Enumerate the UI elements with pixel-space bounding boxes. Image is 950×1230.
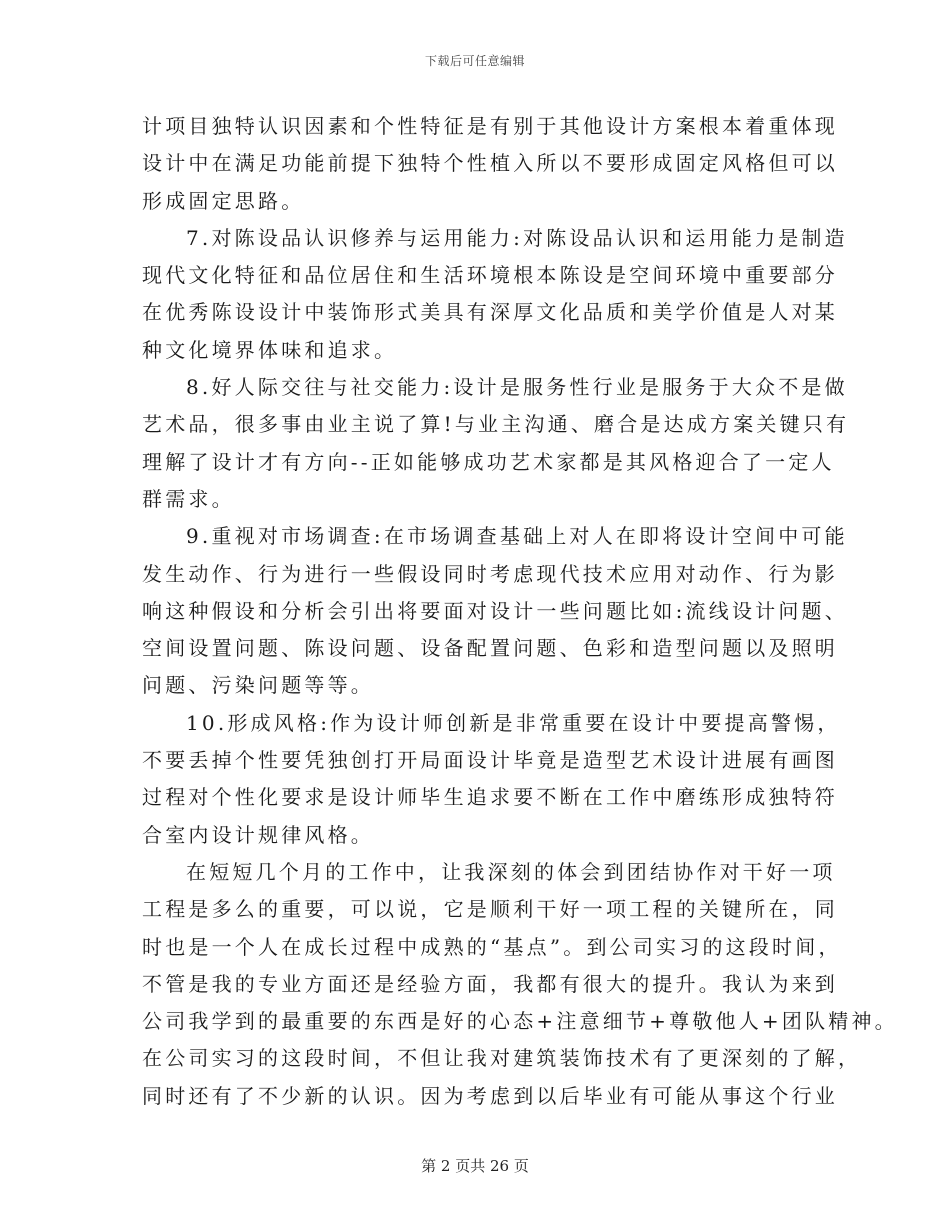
text-line: 不管是我的专业方面还是经验方面，我都有很大的提升。我认为来到 [142, 971, 838, 996]
text-line: 艺术品，很多事由业主说了算!与业主沟通、磨合是达成方案关键只有 [142, 412, 850, 437]
text-line: 工程是多么的重要，可以说，它是顺利干好一项工程的关键所在，同 [142, 897, 838, 922]
text-line: 现代文化特征和品位居住和生活环境根本陈设是空间环境中重要部分 [142, 263, 838, 288]
text-line: 时也是一个人在成长过程中成熟的“基点”。到公司实习的这段时间， [142, 934, 842, 959]
text-line: 合室内设计规律风格。 [142, 822, 374, 847]
text-line: 群需求。 [142, 486, 235, 511]
text-line: 响这种假设和分析会引出将要面对设计一些问题比如:流线设计问题、 [142, 598, 848, 623]
paragraph-start-line: 10.形成风格:作为设计师创新是非常重要在设计中要提高警惕， [186, 710, 841, 735]
text-line: 过程对个性化要求是设计师毕生追求要不断在工作中磨练形成独特符 [142, 785, 838, 810]
text-line: 公司我学到的最重要的东西是好的心态+注意细节+尊敬他人+团队精神。 [142, 1009, 898, 1034]
paragraph-start-line: 8.好人际交往与社交能力:设计是服务性行业是服务于大众不是做 [186, 375, 848, 400]
text-line: 发生动作、行为进行一些假设同时考虑现代技术应用对动作、行为影 [142, 561, 838, 586]
text-line: 问题、污染问题等等。 [142, 673, 374, 698]
text-line: 同时还有了不少新的认识。因为考虑到以后毕业有可能从事这个行业 [142, 1083, 838, 1108]
text-line: 在公司实习的这段时间，不但让我对建筑装饰技术有了更深刻的了解， [142, 1046, 862, 1071]
paragraph-start-line: 7.对陈设品认识修养与运用能力:对陈设品认识和运用能力是制造 [186, 225, 848, 250]
paragraph-start-line: 9.重视对市场调查:在市场调查基础上对人在即将设计空间中可能 [186, 524, 848, 549]
text-line: 在优秀陈设设计中装饰形式美具有深厚文化品质和美学价值是人对某 [142, 300, 838, 325]
page-header: 下载后可任意编辑 [424, 54, 525, 68]
text-line: 理解了设计才有方向--正如能够成功艺术家都是其风格迎合了一定人 [142, 449, 835, 474]
text-line: 不要丢掉个性要凭独创打开局面设计毕竟是造型艺术设计进展有画图 [142, 748, 838, 773]
page-footer: 第 2 页共 26 页 [421, 1157, 529, 1175]
document-body [142, 108, 898, 1115]
text-line: 设计中在满足功能前提下独特个性植入所以不要形成固定风格但可以 [142, 151, 838, 176]
text-line: 形成固定思路。 [142, 188, 305, 213]
text-line: 计项目独特认识因素和个性特征是有别于其他设计方案根本着重体现 [142, 114, 838, 138]
text-line: 种文化境界体味和追求。 [142, 337, 398, 362]
paragraph-start-line: 在短短几个月的工作中，让我深刻的体会到团结协作对干好一项 [186, 859, 836, 884]
text-line: 空间设置问题、陈设问题、设备配置问题、色彩和造型问题以及照明 [142, 636, 838, 661]
